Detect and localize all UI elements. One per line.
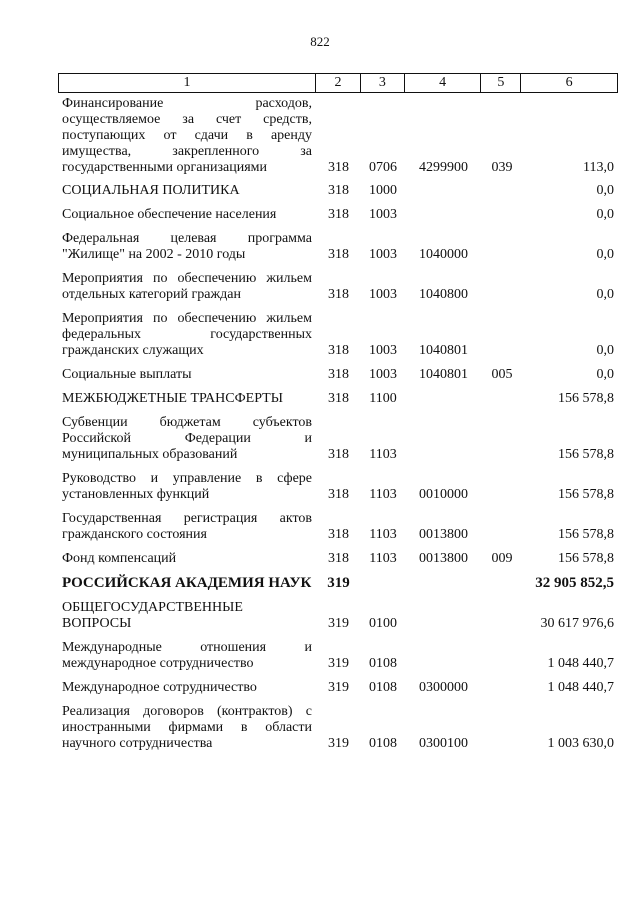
table-row: [58, 311, 618, 359]
row-code-3: 1003: [369, 247, 397, 262]
row-code-3: 1103: [369, 527, 397, 542]
table-row: [58, 551, 618, 567]
row-code-4: 1040801: [419, 367, 468, 382]
row-code-3: 1003: [369, 207, 397, 222]
row-code-3: 1103: [369, 447, 397, 462]
table-row: [58, 96, 618, 176]
row-amount: 1 048 440,7: [547, 656, 614, 671]
budget-table-body: [58, 96, 618, 760]
row-name: Международные отношения и международное сотрудничество: [62, 640, 312, 671]
page-number: 822: [310, 34, 330, 49]
row-name: Реализация договоров (контрактов) с иностранными фирмами в области научного сотрудничества: [62, 704, 312, 751]
table-row: [58, 704, 618, 752]
table-row: [58, 207, 618, 223]
row-amount: 156 578,8: [558, 447, 614, 462]
row-name: Мероприятия по обеспечению жильем отдельных категорий граждан: [62, 271, 312, 302]
row-code-4: 0010000: [419, 487, 468, 502]
header-col-1: 1: [59, 74, 316, 92]
row-code-4: 0013800: [419, 551, 468, 566]
row-code-2: 318: [328, 527, 349, 542]
row-code-4: 0300100: [419, 736, 468, 751]
row-code-3: 1103: [369, 487, 397, 502]
row-code-4: 0300000: [419, 680, 468, 695]
row-name: Финансирование расходов, осуществляемое за счет средств, поступающих от сдачи в аренду имущества, закрепленного за государственными организациями: [62, 96, 312, 175]
row-code-2: 318: [328, 551, 349, 566]
table-row: [58, 640, 618, 672]
row-code-4: 1040800: [419, 287, 468, 302]
header-col-5: 5: [481, 74, 521, 92]
row-name: Государственная регистрация актов гражданского состояния: [62, 511, 312, 542]
header-col-4: 4: [405, 74, 482, 92]
table-row: [58, 231, 618, 263]
table-row: [58, 471, 618, 503]
row-amount: 1 048 440,7: [547, 680, 614, 695]
row-code-3: 1100: [369, 391, 397, 406]
row-code-2: 319: [328, 736, 349, 751]
table-row: [58, 511, 618, 543]
row-code-2: 318: [328, 287, 349, 302]
row-code-2: 318: [328, 367, 349, 382]
row-amount: 113,0: [583, 160, 614, 175]
row-code-4: 1040801: [419, 343, 468, 358]
row-code-5: 039: [491, 160, 513, 175]
row-amount: 1 003 630,0: [547, 736, 614, 751]
table-row: [58, 575, 618, 592]
row-amount: 32 905 852,5: [535, 575, 614, 591]
row-code-2: 318: [328, 247, 349, 262]
row-code-2: 318: [328, 343, 349, 358]
row-code-5: 009: [491, 551, 513, 566]
row-code-3: 1003: [369, 343, 397, 358]
row-amount: 156 578,8: [558, 527, 614, 542]
row-name: Субвенции бюджетам субъектов Российской Федерации и муниципальных образований: [62, 415, 312, 462]
row-name: Федеральная целевая программа "Жилище" на 2002 - 2010 годы: [62, 231, 312, 262]
row-code-2: 318: [328, 391, 349, 406]
row-code-2: 318: [328, 207, 349, 222]
row-name: Международное сотрудничество: [62, 680, 257, 695]
row-code-3: 0108: [369, 680, 397, 695]
row-name: Мероприятия по обеспечению жильем федеральных государственных гражданских служащих: [62, 311, 312, 358]
row-code-3: 0108: [369, 736, 397, 751]
row-code-3: 1103: [369, 551, 397, 566]
table-row: [58, 271, 618, 303]
row-code-2: 319: [328, 656, 349, 671]
row-name: Руководство и управление в сфере установленных функций: [62, 471, 312, 502]
row-amount: 0,0: [596, 247, 614, 262]
row-code-3: 0100: [369, 616, 397, 631]
row-code-5: 005: [491, 367, 513, 382]
table-header: [58, 73, 618, 93]
row-code-3: 1003: [369, 367, 397, 382]
row-amount: 156 578,8: [558, 487, 614, 502]
table-row: [58, 415, 618, 463]
table-row: [58, 600, 618, 632]
row-amount: 0,0: [596, 287, 614, 302]
row-code-3: 0706: [369, 160, 397, 175]
row-code-3: 1000: [369, 183, 397, 198]
table-row: [58, 183, 618, 199]
row-name: Фонд компенсаций: [62, 551, 177, 566]
row-code-2: 318: [328, 447, 349, 462]
row-name: РОССИЙСКАЯ АКАДЕМИЯ НАУК: [62, 575, 312, 591]
row-name: МЕЖБЮДЖЕТНЫЕ ТРАНСФЕРТЫ: [62, 391, 283, 406]
row-amount: 0,0: [596, 343, 614, 358]
row-code-3: 0108: [369, 656, 397, 671]
row-code-2: 318: [328, 160, 349, 175]
table-row: [58, 391, 618, 407]
row-amount: 0,0: [596, 367, 614, 382]
row-amount: 156 578,8: [558, 551, 614, 566]
row-code-2: 319: [327, 575, 350, 591]
header-col-3: 3: [361, 74, 405, 92]
row-amount: 30 617 976,6: [540, 616, 614, 631]
row-code-2: 319: [328, 680, 349, 695]
row-code-2: 319: [328, 616, 349, 631]
header-col-6: 6: [565, 75, 573, 90]
row-name: СОЦИАЛЬНАЯ ПОЛИТИКА: [62, 183, 240, 198]
row-amount: 0,0: [596, 207, 614, 222]
row-code-4: 4299900: [419, 160, 468, 175]
row-code-2: 318: [328, 183, 349, 198]
row-name: Социальные выплаты: [62, 367, 192, 382]
row-name: ОБЩЕГОСУДАРСТВЕННЫЕ ВОПРОСЫ: [62, 600, 243, 631]
table-row: [58, 367, 618, 383]
row-code-4: 0013800: [419, 527, 468, 542]
table-row: [58, 680, 618, 696]
row-code-2: 318: [328, 487, 349, 502]
row-amount: 0,0: [596, 183, 614, 198]
row-code-4: 1040000: [419, 247, 468, 262]
row-amount: 156 578,8: [558, 391, 614, 406]
row-code-3: 1003: [369, 287, 397, 302]
row-name: Социальное обеспечение населения: [62, 207, 277, 222]
header-col-2: 2: [316, 74, 361, 92]
